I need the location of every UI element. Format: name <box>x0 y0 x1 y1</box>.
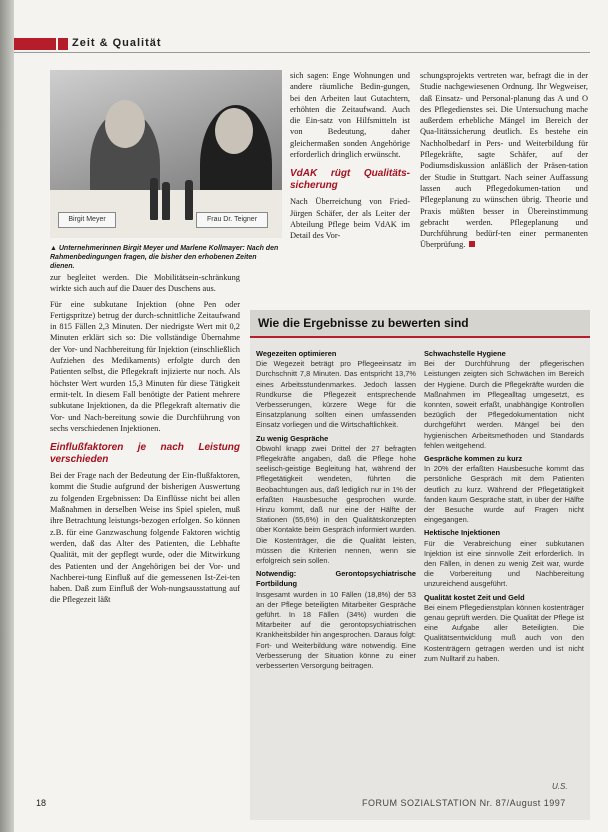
header-rule <box>14 52 590 53</box>
paragraph: sich sagen: Enge Wohnungen und andere räumliche Bedin-gungen, bei den Arbeiten laut Gutachtern, erhöhten die Zeitaufwand. Auch die Ein-satz von Hilfsmitteln ist von Bedeutung, daher gleichermaßen sonden Angehörige erforderlich dringlich erwünscht. <box>290 71 410 160</box>
box-paragraph: Insgesamt wurden in 10 Fällen (18,8%) der 53 an der Pflege beteiligten Mitarbeiter Gespräche geführt. In 18 Fällen (34%) wurden die Mitarbeiter auf die gerontopsychiatrischen Krankheitsbilder hin angesprochen. Daraus folgt: Fort- und Weiterbildung wäre notwendig. Eine Verbesserung der Situation könne zu einer verbesserten Versorgung beitragen. <box>256 589 416 671</box>
box-subheading: Schwachstelle Hygiene <box>424 349 506 358</box>
column-left <box>50 272 240 610</box>
bottle <box>185 180 193 220</box>
results-box <box>250 310 590 820</box>
box-subheading: Zu wenig Gespräche <box>256 433 329 443</box>
box-paragraph: Bei einem Pflegedienstplan können kostenträger genau geprüft werden. Die Qualität der Pflege ist eine Aufgabe aller Beteiligten. Die Qualitätsentwicklung muß auch von den Kostenträgern getragen werden und ist nicht zum Nulltarif zu haben. <box>424 602 584 663</box>
box-header <box>250 310 590 338</box>
section-header: Zeit & Qualität <box>72 37 162 49</box>
author-signature: U.S. <box>552 782 568 791</box>
subheading: VdAK rügt Qualitäts-sicherung <box>290 168 410 192</box>
face-left <box>105 100 145 148</box>
page-number: 18 <box>36 798 47 808</box>
journal-footer: FORUM SOZIALSTATION Nr. 87/August 1997 <box>362 798 566 808</box>
paragraph: Nach Überreichung von Fried-Jürgen Schäfer, der als Leiter der Abteilung Pflege beim VdAK im Detail des Vor- <box>290 197 410 241</box>
section-marker-bar <box>14 38 56 50</box>
face-right <box>215 108 253 154</box>
photo-caption: ▲ Unternehmerinnen Birgit Meyer und Marlene Kollmayer: Nach den Rahmenbedingungen fragen, die bisher den erhobenen Zeiten dienen. <box>50 245 279 270</box>
box-subheading: Hektische Injektionen <box>424 528 500 538</box>
paragraph: zur begleitet werden. Die Mobilitätsein-schränkung wirkte sich auch auf die Dauer des Duschens aus. <box>50 273 240 294</box>
name-card-right: Frau Dr. Teigner <box>196 212 268 228</box>
column-middle <box>290 70 410 246</box>
bottle <box>150 178 158 220</box>
box-column-right <box>424 346 584 666</box>
paragraph: Für eine subkutane Injektion (ohne Pen oder Fertigspritze) betrug der durch-schnittliche Zeitaufwand in 815 Fällen 2,3 Minuten. Der niedrigste Wert mit 0,2 Minuten erklärt sich so: Die vollständige Übernahme der Vor- und Nachbereitung für Injektion (einschließlich Aufziehen des Medikaments) erfolgte durch den Patienten selbst, die Pflegekraft injizierte nur noch. Als höchster Wert wurden 15,3 Minuten für diese Tätigkeit ermit-telt. In diesem Fall benötigte der Patient mehrere subkutane Injektionen, da die Pflegekraft alternativ die Vor- und Nach-bereitung sowie die Durchführung von sechs verschiedenen Injektionen. <box>50 299 240 433</box>
section-marker-small <box>58 38 68 50</box>
end-mark-icon <box>469 241 475 247</box>
box-column-left <box>256 346 416 673</box>
box-paragraph: Bei der Durchführung der pflegerischen Leistungen zeigten sich Schwächen im Bereich der Hygiene. Durch die Pflegekräfte wurden die Maßnahmen im Pflegealltag umgesetzt, es konnten, soweit erfaßt, unabhängige Kontrollen bezüglich der Pflegedokumentation nicht durchgeführt werden. Mängel bei den hygienischen Arbeitsmethoden und Standards fehlen weitgehend. <box>424 359 584 450</box>
subheading: Einflußfaktoren je nach Leistung verschieden <box>50 442 240 466</box>
paragraph-text: schungsprojekts vertreten war, befragt die in der Studie nachgewiesenen Ordnung. Ihr Wegweiser, daß Einsatz- und Personal-planung das A und O des Pflegedienstes sei. Die Untersuchung mache außerdem erhebliche Mängel im Bereich der Qua-litätssicherung deutlich. Es bestehe ein Nachholbedarf in Pers- und Weiterbildung für Pflegekräfte, sagte Schäfer, auf der Podiumsdiskussion anläßlich der Präsen-tation der Studie in Stuttgart. Nach seiner Auffassung lassen auch Pflegedokumen-tation und Pflegeplanung zu wünschen übrig. Theorie und Praxis müßten besser in Übereinstimmung gebracht werden. Pflegeplanung und Durchführung bedürf-ten einer permanenten Überprüfung. <box>420 71 588 250</box>
box-subheading: Wegezeiten optimieren <box>256 349 337 358</box>
box-subheading: Notwendig: Gerontopsychiatrische Fortbildung <box>256 569 416 589</box>
box-title: Wie die Ergebnisse zu bewerten sind <box>258 316 469 330</box>
paragraph <box>420 70 588 251</box>
box-paragraph: Für die Verabreichung einer subkutanen Injektion ist eine sinnvolle Zeit erforderlich. In den Fällen, in denen zu wenig Zeit war, wurde die Vorbereitung und Nachbereitung unzureichend ausgeführt. <box>424 538 584 589</box>
box-paragraph: Die Wegezeit beträgt pro Pflegeeinsatz im Durchschnitt 7,8 Minuten. Das entspricht 13,7% eines Arbeitsstundenmarkes. Jedoch lassen Rundkurse die Pflegezeit entsprechende Verbesserungen, kürzere Wege für die Einsatzplanung sollten einen umfassenden Einsatz vorliegen und die Wirtschaftlichkeit. <box>256 359 416 430</box>
box-subheading: Gespräche kommen zu kurz <box>424 454 523 464</box>
box-paragraph: In 20% der erfaßten Hausbesuche kommt das persönliche Gespräch mit dem Patienten deutlich zu kurz. Während der Pflegetätigkeit fanden kaum Gespräche statt, in über der Hälfte der Besuche wurde auf Fragen nicht eingegangen. <box>424 464 584 525</box>
box-subheading: Qualität kostet Zeit und Geld <box>424 592 525 602</box>
name-card-left: Birgit Meyer <box>58 212 116 228</box>
column-right <box>420 70 588 255</box>
page-binding-shadow <box>0 0 14 832</box>
bottle <box>162 182 170 220</box>
photo <box>50 70 282 238</box>
box-paragraph: Obwohl knapp zwei Drittel der 27 befragten Pflegekräfte angaben, daß die Pflege hohe seelisch-geistige Begleitung hat, während der Pflegetätigkeit wendeten, führten die Beobachtungen aus, daß lediglich nur in 1% der erfaßten Hausbesuche gesprochen wurde. Hinzu kommt, daß nur eine der Hälfte der Stationen (55,6%) in den Qualitätskonzepten über Kontakte beim Gespräch informiert wurden. Die Kostenträger, die die Qualität leisten, müssen die Kriterien nennen, wenn sie erfolgreich sein sollen. <box>256 443 416 566</box>
paragraph: Bei der Frage nach der Bedeutung der Ein-flußfaktoren, kommt die Studie aufgrund der bisherigen Auswertung zu folgenden Ergebnissen: Da Einflüsse nicht bei allen Maßnahmen in derselben Weise ins Spiel spielen, muß ihre Betrachtung leistungs-bezogen erfolgen. So können z.B. für eine Ganzwaschung folgende Faktoren wichtig werden, daß das Alter des Patienten, die Lebhafte Qualität, mit der gepflegt wurde, oder die Mitwirkung des Patienten und der Angehörigen bei der Vor- und Nachberei-tung Einfluß auf die gemessenen Ist-Zei-ten haben. Daß zum Einfluß der Woh-nungsausstattung auf die Pflegezeit läßt <box>50 471 240 605</box>
